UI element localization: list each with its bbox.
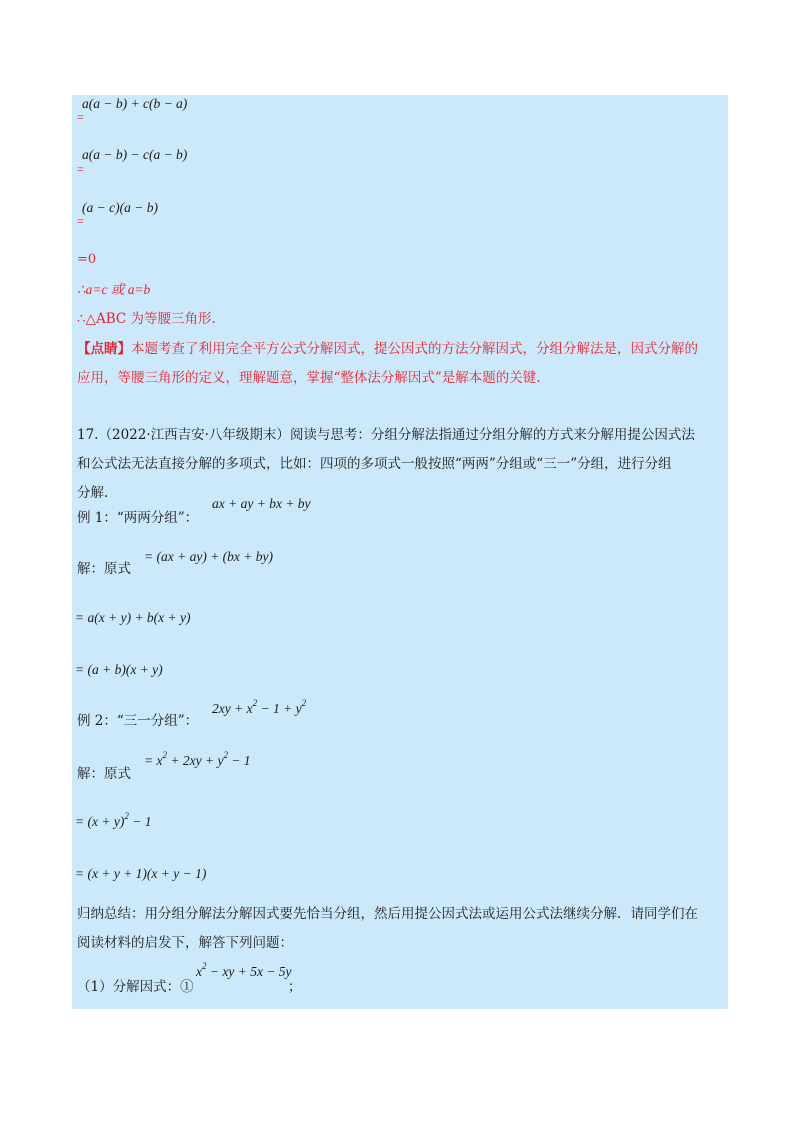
example-2-label: 例 2：“三一分组”：: [77, 713, 199, 729]
example-2-step-3: = (x + y + 1)(x + y − 1): [75, 866, 207, 881]
example-1-expression: ax + ay + bx + by: [212, 496, 311, 511]
problem-line-3: 分解.: [77, 485, 109, 501]
example-2-solution-label: 解：原式: [77, 766, 131, 782]
equals-sign: =: [77, 214, 84, 228]
problem-line-1: 阅读与思考：分组分解法指通过分组分解的方式来分解用提公因式法: [289, 427, 695, 443]
example-2-step-2: = $(x + y)^2 - 1$: [75, 811, 152, 829]
example-1-step-3: = (a + b)(x + y): [75, 662, 163, 677]
question-1-semicolon: ；: [288, 979, 302, 995]
equals-sign: =: [77, 110, 84, 124]
dianjing-paragraph: [77, 335, 725, 393]
example-1-label: 例 1：“两两分组”：: [77, 510, 199, 526]
dianjing-line-2: 应用，等腰三角形的定义，理解题意，掌握“整体法分解因式”是解本题的关键.: [77, 370, 541, 386]
dianjing-tag: 【点睛】: [77, 341, 131, 357]
example-1-step-2: = a(x + y) + b(x + y): [75, 610, 191, 625]
math-line-2: a(a − b) − c(a − b): [82, 147, 188, 162]
conclusion-2: ∴△ABC 为等腰三角形.: [77, 311, 216, 327]
summary-paragraph: [77, 900, 725, 958]
math-line-3: (a − c)(a − b): [82, 200, 158, 215]
example-2-step-1: = $x^2 + 2xy + y^2 - 1$: [144, 750, 251, 768]
problem-17-paragraph: [77, 421, 725, 508]
problem-line-2: 和公式法无法直接分解的多项式，比如：四项的多项式一般按照“两两”分组或“三一”分组，进行分组: [77, 456, 672, 472]
summary-line-1: 归纳总结：用分组分解法分解因式要先恰当分组，然后用提公因式法或运用公式法继续分解．请同学们在: [77, 906, 698, 922]
math-line-1: a(a − b) + c(b − a): [82, 96, 188, 111]
question-1-label: （1）分解因式：①: [77, 979, 194, 995]
example-1-step-1: = (ax + ay) + (bx + by): [144, 549, 274, 564]
equals-sign: =: [77, 162, 84, 176]
problem-source: （2022·江西吉安·八年级期末）: [98, 427, 290, 443]
dianjing-line-1: 本题考查了利用完全平方公式分解因式，提公因式的方法分解因式，分组分解法是，因式分解的: [131, 341, 698, 357]
summary-line-2: 阅读材料的启发下，解答下列问题：: [77, 935, 293, 951]
problem-number: 17.: [77, 427, 99, 443]
result-zero: =0: [77, 252, 97, 267]
content-panel: [72, 95, 728, 1009]
example-1-solution-label: 解：原式: [77, 561, 131, 577]
question-1-expression: $x^2$ − xy + 5x − 5y: [196, 961, 292, 979]
example-2-expression: $2xy + x^2 - 1 + y^2$: [212, 698, 307, 716]
conclusion-1: ∴a=c 或 a=b: [77, 282, 151, 297]
